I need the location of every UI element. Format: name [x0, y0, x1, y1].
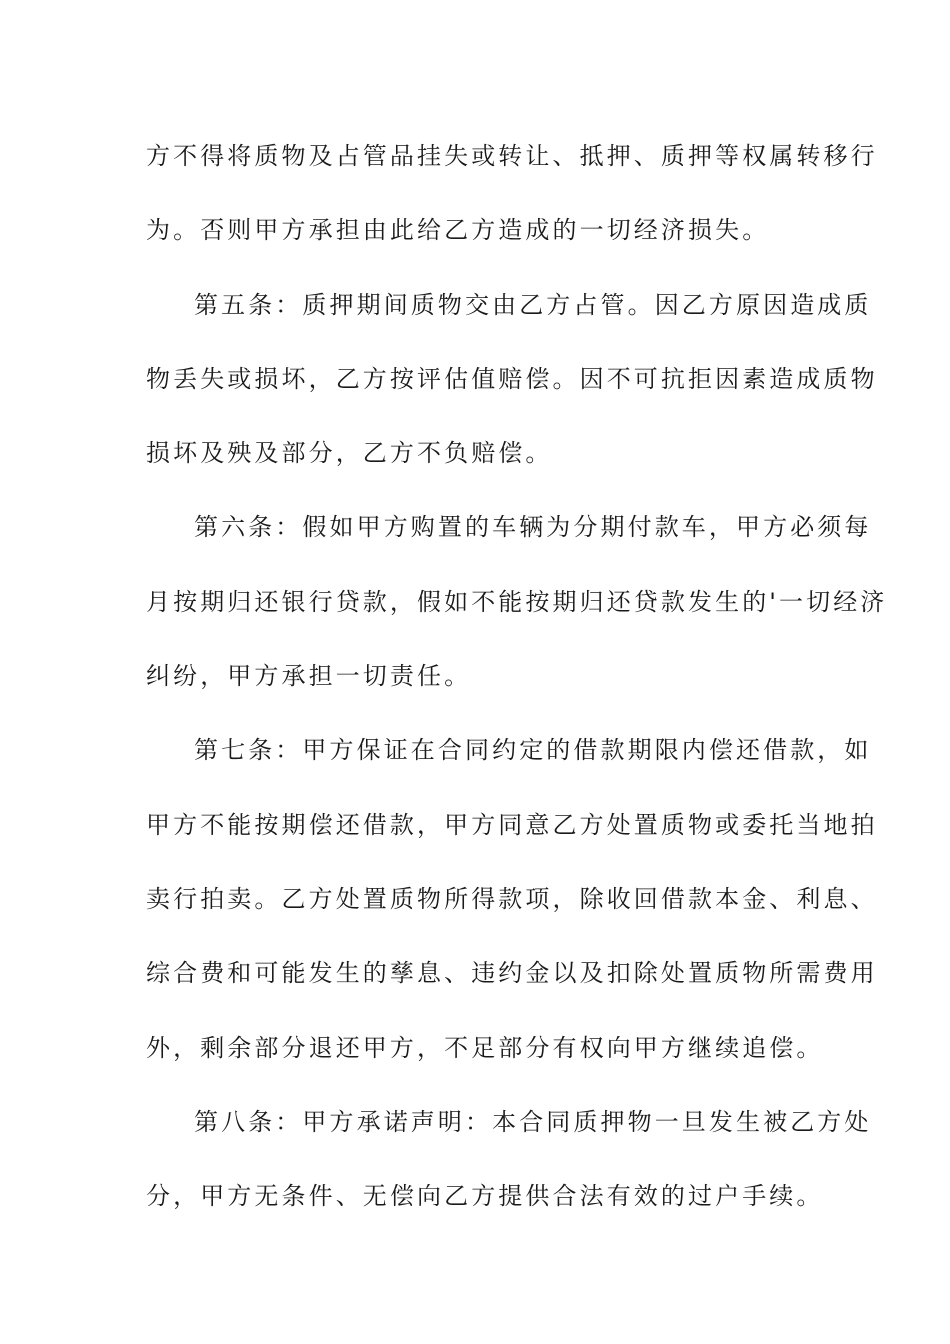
text-line: 分，甲方无条件、无偿向乙方提供合法有效的过户手续。 — [146, 1182, 824, 1211]
text-line: 综合费和可能发生的孳息、违约金以及扣除处置质物所需费用 — [146, 959, 878, 988]
text-line: 纠纷，甲方承担一切责任。 — [146, 662, 472, 691]
text-line: 为。否则甲方承担由此给乙方造成的一切经济损失。 — [146, 216, 770, 245]
text-line: 方不得将质物及占管品挂失或转让、抵押、质押等权属转移行 — [146, 142, 878, 170]
text-line: 物丢失或损坏，乙方按评估值赔偿。因不可抗拒因素造成质物 — [146, 364, 878, 393]
contract-text — [146, 126, 888, 1240]
text-line: 外，剩余部分退还甲方，不足部分有权向甲方继续追偿。 — [146, 1033, 824, 1062]
text-line: 卖行拍卖。乙方处置质物所得款项，除收回借款本金、利息、 — [146, 884, 878, 913]
text-line: 月按期归还银行贷款，假如不能按期归还贷款发生的'一切经济 — [146, 587, 888, 616]
text-line: 甲方不能按期偿还借款，甲方同意乙方处置质物或委托当地拍 — [146, 810, 878, 839]
article-5-line: 第五条：质押期间质物交由乙方占管。因乙方原因造成质 — [194, 290, 872, 319]
text-line: 损坏及殃及部分，乙方不负赔偿。 — [146, 439, 553, 468]
article-8-line: 第八条：甲方承诺声明：本合同质押物一旦发生被乙方处 — [194, 1107, 872, 1136]
article-7-line: 第七条：甲方保证在合同约定的借款期限内偿还借款，如 — [194, 736, 872, 765]
article-6-line: 第六条：假如甲方购置的车辆为分期付款车，甲方必须每 — [194, 513, 872, 542]
